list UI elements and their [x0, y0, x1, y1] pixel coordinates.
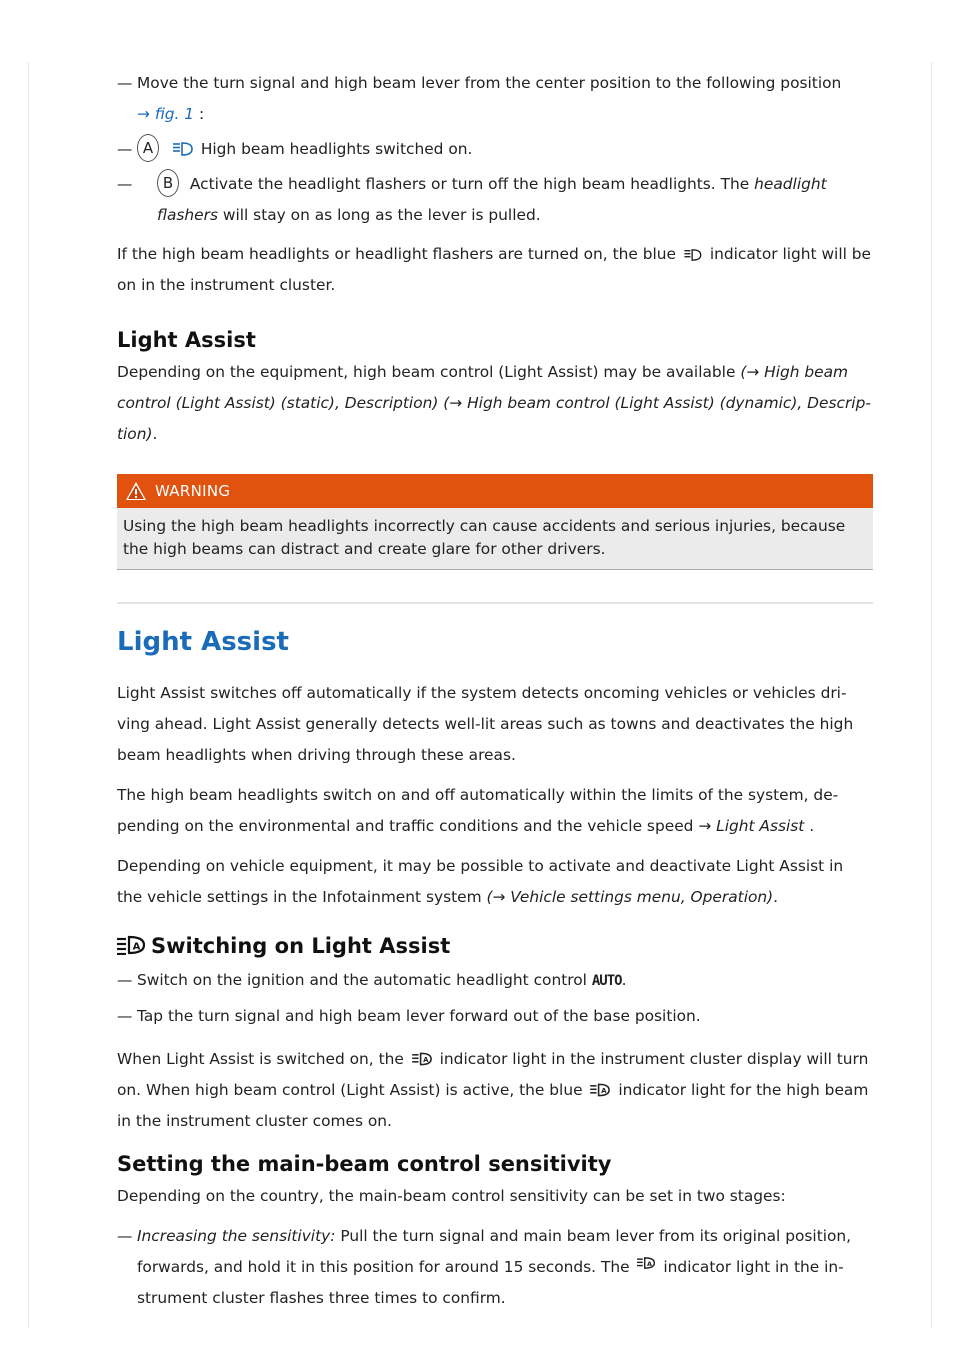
item-b-text-end: will stay on as long as the lever is pulled. [222, 206, 541, 224]
static-description-link[interactable]: (→ High beam control (Light Assist) (static), Description) [117, 363, 849, 412]
period: . [621, 971, 627, 989]
warning-triangle-icon [125, 481, 147, 501]
item-a-text: High beam headlights switched on. [200, 140, 473, 158]
light-assist-icon [637, 1256, 655, 1270]
period: . [152, 425, 158, 443]
dash: — [117, 175, 133, 193]
dash: — [117, 140, 133, 158]
switching-paragraph [117, 1044, 873, 1137]
indicator-text-end: indicator light will be on in the instrument cluster. [117, 245, 872, 294]
lever-instruction [117, 68, 873, 130]
high-beam-icon [173, 142, 193, 156]
step1-text: Switch on the ignition and the automatic headlight control [137, 971, 587, 989]
dash: — [117, 1007, 133, 1025]
sensitivity-intro: Depending on the country, the main-beam control sensitivity can be set in two stages: [117, 1187, 786, 1205]
switching-heading [117, 929, 873, 963]
dash: — [117, 74, 133, 92]
warning-text: Using the high beam headlights incorrectly can cause accidents and serious injuries, because the high beams can distract and create glare for other drivers. [117, 508, 873, 570]
sensitivity-item [117, 1221, 873, 1314]
colon: : [199, 105, 205, 123]
light-assist-para2 [117, 780, 873, 842]
light-assist-heading: Light Assist [117, 627, 289, 657]
availability-text: Depending on the equipment, high beam control (Light Assist) may be available [117, 363, 736, 381]
section-divider [117, 602, 873, 604]
svg-text:A: A [647, 1259, 653, 1268]
light-assist-icon [117, 935, 145, 955]
light-assist-icon [412, 1052, 432, 1066]
light-assist-para1: Light Assist switches off automatically if the system detects oncoming vehicles or vehicles dri-ving ahead. Light Assist generally detects well-lit areas such as towns and deactivates the high beam headlights when driving through these areas. [117, 684, 854, 764]
sensitivity-heading: Setting the main-beam control sensitivity [117, 1152, 612, 1176]
lever-instruction-text: Move the turn signal and high beam lever from the center position to the following position [137, 74, 842, 92]
switching-step-2 [117, 1001, 873, 1032]
switching-step-1 [117, 965, 873, 997]
item-b-text: Activate the headlight flashers or turn off the high beam headlights. The [189, 175, 750, 193]
svg-text:A: A [601, 1087, 608, 1096]
para2-text: The high beam headlights switch on and off automatically within the limits of the system, de-pending on the environmental and traffic conditions and the vehicle speed [117, 786, 839, 835]
switching-para-text: When Light Assist is switched on, the [117, 1050, 404, 1068]
auto-icon: AUTO [591, 973, 622, 989]
step2-text: Tap the turn signal and high beam lever forward out of the base position. [137, 1007, 701, 1025]
list-item-a [117, 134, 873, 165]
callout-b: B [157, 169, 179, 197]
high-beam-icon [684, 249, 702, 261]
period: . [809, 817, 815, 835]
dynamic-description-link[interactable]: (→ High beam control (Light Assist) (dynamic), Descrip-tion) [117, 394, 871, 443]
indicator-paragraph [117, 239, 873, 301]
light-assist-para3 [117, 851, 873, 913]
warning-label: WARNING [155, 482, 231, 500]
item-b-italic: headlight flashers [157, 175, 827, 224]
light-assist-subheading: Light Assist [117, 328, 256, 352]
vehicle-settings-link[interactable]: (→ Vehicle settings menu, Operation) [486, 888, 774, 906]
light-assist-icon [590, 1083, 610, 1097]
callout-a: A [137, 134, 159, 162]
svg-text:A: A [132, 941, 141, 953]
para3-text: Depending on vehicle equipment, it may be possible to activate and deactivate Light Assist in the vehicle settings in the Infotainment system [117, 857, 844, 906]
warning-header [117, 474, 873, 508]
dash: — [117, 971, 133, 989]
period: . [773, 888, 779, 906]
switching-para-end: indicator light for the high beam in the instrument cluster comes on. [117, 1081, 869, 1130]
indicator-text: If the high beam headlights or headlight flashers are turned on, the blue [117, 245, 676, 263]
switching-para-mid: indicator light in the instrument cluster display will turn on. When high beam control (Light Assist) is active, the blue [117, 1050, 869, 1099]
light-assist-link[interactable]: → Light Assist [698, 817, 805, 835]
sensitivity-item-end: indicator light in the in-strument cluster flashes three times to confirm. [137, 1258, 844, 1307]
sensitivity-item-text: Pull the turn signal and main beam lever from its original position, forwards, and hold it in this position for around 15 seconds. The [137, 1227, 852, 1276]
svg-text:A: A [422, 1056, 429, 1065]
fig-reference-link[interactable]: → fig. 1 [137, 105, 195, 123]
warning-box [117, 474, 873, 570]
light-assist-availability [117, 357, 873, 450]
dash: — [117, 1227, 133, 1245]
switching-title: Switching on Light Assist [151, 934, 451, 958]
list-item-b [117, 169, 873, 231]
sensitivity-item-label: Increasing the sensitivity: [137, 1227, 336, 1245]
document-content [117, 68, 873, 1314]
